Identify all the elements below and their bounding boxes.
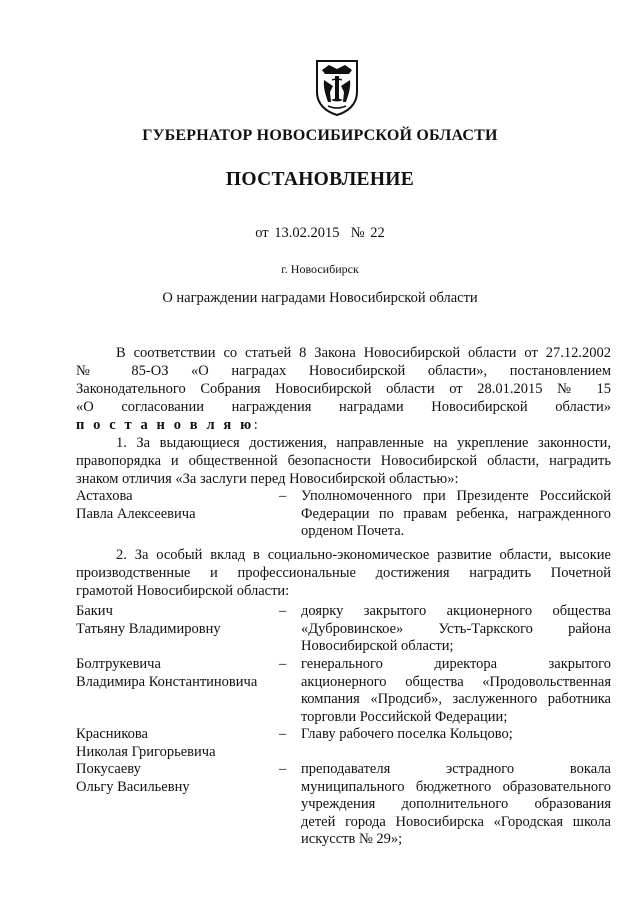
- awardee-description-line: Федерации по правам ребенка, награжденного: [301, 505, 611, 522]
- item2-line: производственные и профессиональные достижения наградить Почетной: [76, 565, 611, 581]
- awardee-description-line: акционерного общества «Продовольственная: [301, 673, 611, 690]
- awardee-description-line: Главу рабочего поселка Кольцово;: [301, 726, 513, 742]
- item1-line: знаком отличия «За заслуги перед Новосибирской областью»:: [76, 471, 459, 487]
- awardee-given-names: Ольгу Васильевну: [76, 778, 190, 795]
- awardee-description-line: детей города Новосибирска «Городская школа: [301, 813, 611, 830]
- awardee-surname: Болтрукевича: [76, 656, 161, 672]
- awardee-description-line: преподавателя эстрадного вокала: [301, 761, 611, 777]
- coat-of-arms-icon: [314, 58, 360, 116]
- awardee-name: [76, 603, 276, 638]
- item2-line: грамотой Новосибирской области:: [76, 583, 290, 599]
- awardee-surname: Покусаеву: [76, 761, 141, 777]
- awardee-dash: –: [279, 761, 287, 777]
- awardee-name: [76, 488, 276, 523]
- awardee-dash: –: [279, 656, 287, 672]
- awardee-description-line: Уполномоченного при Президенте Российской: [301, 488, 611, 504]
- document-type: ПОСТАНОВЛЕНИЕ: [225, 169, 415, 190]
- resolve-line: [76, 416, 611, 434]
- awardee-name: [76, 761, 276, 796]
- awardee-description-line: муниципального бюджетного образовательного: [301, 778, 611, 795]
- awardee-description-line: генерального директора закрытого: [301, 656, 611, 672]
- awardee-description-line: торговли Российской Федерации;: [301, 708, 508, 725]
- awardee-description-line: Новосибирской области;: [301, 638, 454, 654]
- awardee-description-line: компания «Продсиб», заслуженного работника: [301, 691, 611, 707]
- organization-title: ГУБЕРНАТОР НОВОСИБИРСКОЙ ОБЛАСТИ: [142, 127, 498, 144]
- item2-line: 2. За особый вклад в социально-экономическое развитие области, высокие: [116, 547, 611, 563]
- awardee-given-names: Павла Алексеевича: [76, 505, 196, 522]
- preamble-line: В соответствии со статьей 8 Закона Новосибирской области от 27.12.2002: [116, 345, 611, 361]
- preamble-line: «О согласовании награждения наградами Новосибирской области»: [76, 399, 611, 415]
- preamble-line: № 85-ОЗ «О наградах Новосибирской области», постановлением: [76, 363, 611, 379]
- item1-line: правопорядка и общественной безопасности Новосибирской области, наградить: [76, 453, 611, 469]
- awardee-given-names: Владимира Константиновича: [76, 673, 258, 690]
- awardee-given-names: Николая Григорьевича: [76, 743, 216, 760]
- resolve-colon: :: [253, 417, 258, 433]
- city: г. Новосибирск: [281, 262, 359, 276]
- preamble-line: Законодательного Собрания Новосибирской области от 28.01.2015 № 15: [76, 381, 611, 397]
- resolve-word: п о с т а н о в л я ю: [76, 417, 254, 433]
- awardee-surname: Красникова: [76, 726, 148, 742]
- awardee-description-line: искусств № 29»;: [301, 831, 403, 847]
- awardee-dash: –: [279, 488, 287, 504]
- awardee-name: [76, 656, 276, 691]
- awardee-surname: Бакич: [76, 603, 113, 619]
- awardee-name: [76, 726, 276, 761]
- awardee-dash: –: [279, 603, 287, 619]
- awardee-surname: Астахова: [76, 488, 133, 504]
- item1-line: 1. За выдающиеся достижения, направленные на укрепление законности,: [116, 435, 611, 451]
- document-subject: О награждении наградами Новосибирской области: [162, 290, 478, 306]
- awardee-dash: –: [279, 726, 287, 742]
- awardee-description-line: учреждения дополнительного образования: [301, 796, 611, 812]
- awardee-description-line: «Дубровинское» Усть-Таркского района: [301, 620, 611, 637]
- date-and-number: от 13.02.2015 № 22: [255, 225, 385, 241]
- awardee-description-line: доярку закрытого акционерного общества: [301, 603, 611, 619]
- awardee-given-names: Татьяну Владимировну: [76, 620, 221, 637]
- awardee-description-line: орденом Почета.: [301, 523, 405, 539]
